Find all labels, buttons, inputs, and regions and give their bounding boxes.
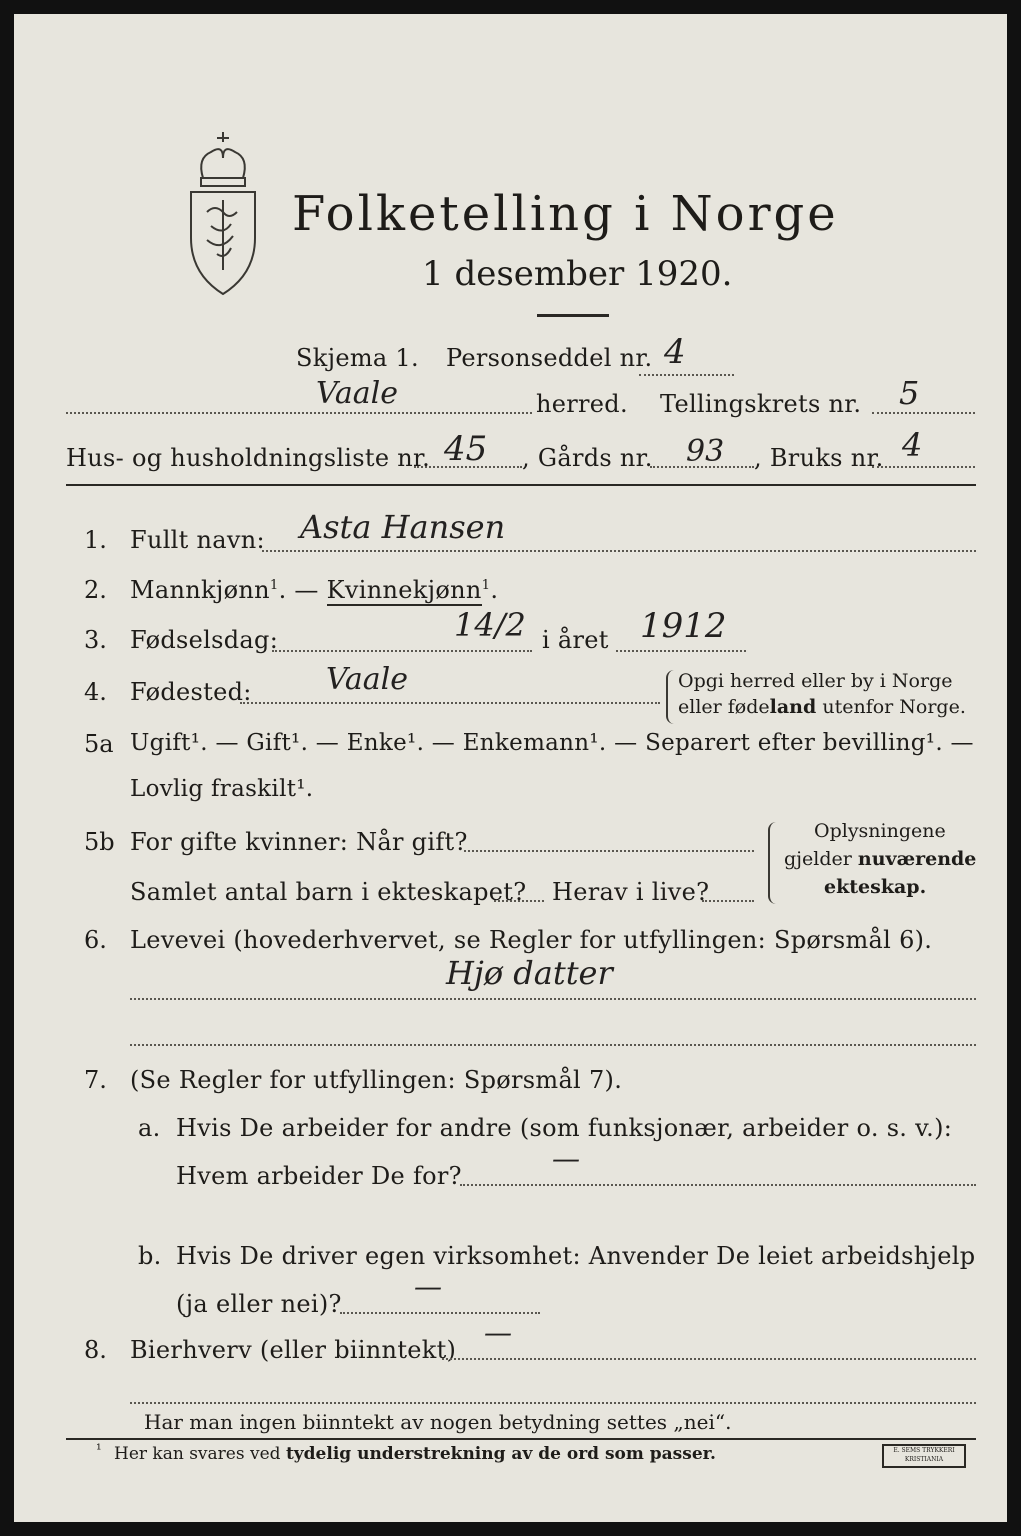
marriage-note-line3: ekteskap.: [824, 876, 927, 898]
hired-help-line: [340, 1312, 540, 1314]
married-when-label: For gifte kvinner: Når gift?: [130, 828, 468, 856]
marriage-note-line1: Oplysningene: [814, 820, 946, 842]
side-income-value: —: [484, 1316, 512, 1349]
marriage-note-line2: [784, 848, 976, 870]
children-alive-line: [702, 900, 754, 902]
birthday-label: Fødselsdag:: [130, 626, 279, 654]
personseddel-label: Personseddel nr.: [446, 344, 653, 372]
children-total-label: Samlet antal barn i ekteskapet?: [130, 878, 527, 906]
printer-stamp: E. SEMS TRYKKERI KRISTIANIA: [882, 1444, 966, 1468]
birthplace-note-brace: [666, 670, 676, 724]
employer-line: [460, 1184, 976, 1186]
birthplace-note-line2: [678, 696, 966, 718]
husliste-label: Hus- og husholdningsliste nr.: [66, 444, 431, 472]
q3-number: 3.: [84, 626, 107, 654]
q5a-number: 5a: [84, 730, 114, 758]
sex-end: .: [490, 576, 499, 604]
full-name-label: Fullt navn:: [130, 526, 265, 554]
tellingskrets-label: Tellingskrets nr.: [660, 390, 862, 418]
sex-options: Mannkjønn$^1$. — Kvinnekjønn$^1$.: [130, 576, 499, 604]
hired-help-value: —: [414, 1270, 442, 1303]
hired-help-label: (ja eller nei)?: [176, 1290, 342, 1318]
birthday-value: 14/2: [454, 606, 526, 644]
q7-label: (Se Regler for utfyllingen: Spørsmål 7).: [130, 1066, 623, 1094]
employer-value: —: [552, 1142, 580, 1175]
q7b-letter: b.: [138, 1242, 162, 1270]
herred-label: herred.: [536, 390, 628, 418]
census-form-sheet: [14, 14, 1007, 1522]
full-name-line: [262, 550, 976, 552]
q7a-letter: a.: [138, 1114, 161, 1142]
husliste-value: 45: [444, 429, 488, 469]
q8-number: 8.: [84, 1336, 107, 1364]
form-title: Folketelling i Norge: [292, 186, 839, 242]
schema-label: Skjema 1.: [296, 344, 419, 372]
title-divider: [537, 314, 609, 317]
birthplace-note-line1: Opgi herred eller by i Norge: [678, 670, 953, 692]
norway-coat-of-arms-icon: [177, 130, 269, 300]
q7a-question: Hvis De arbeider for andre (som funksjonær, arbeider o. s. v.):: [176, 1114, 953, 1142]
herred-value: Vaale: [316, 376, 399, 411]
personseddel-value: 4: [664, 332, 686, 372]
marriage-note-brace: [768, 822, 778, 904]
footnote-bold: tydelig understrekning av de ord som passer.: [285, 1444, 716, 1464]
no-income-note: Har man ingen biinntekt av nogen betydning settes „nei“.: [144, 1410, 732, 1434]
birthday-line: [272, 650, 532, 652]
footnote-plain: Her kan svares ved: [114, 1444, 286, 1464]
herred-line: [66, 412, 532, 414]
occupation-line-2: [130, 1044, 976, 1046]
q7-number: 7.: [84, 1066, 107, 1094]
q1-number: 1.: [84, 526, 107, 554]
tellingskrets-value: 5: [899, 374, 920, 412]
marital-status-divorced: Lovlig fraskilt¹.: [130, 776, 314, 802]
birthplace-line: [240, 702, 660, 704]
birthplace-label: Fødested:: [130, 678, 252, 706]
employer-label: Hvem arbeider De for?: [176, 1162, 462, 1190]
gards-label: , Gårds nr.: [522, 444, 653, 472]
children-total-line: [494, 900, 544, 902]
year-label: i året: [542, 626, 609, 654]
note-text-end: utenfor Norge.: [816, 696, 966, 718]
note-text: eller føde: [678, 696, 770, 718]
footer-rule: [66, 1438, 976, 1440]
q2-number: 2.: [84, 576, 107, 604]
full-name-value: Asta Hansen: [300, 508, 506, 546]
bruks-value: 4: [902, 426, 923, 464]
note-bold: land: [769, 696, 817, 718]
children-alive-label: Herav i live?: [552, 878, 710, 906]
occupation-label: Levevei (hovederhvervet, se Regler for utfyllingen: Spørsmål 6).: [130, 926, 933, 954]
side-income-line-2: [130, 1402, 976, 1404]
side-income-label: Bierhverv (eller biinntekt): [130, 1336, 457, 1364]
bruks-line: [872, 466, 975, 468]
occupation-value: Hjø datter: [446, 954, 613, 992]
header-rule: [66, 484, 976, 486]
note-bold: nuværende: [857, 848, 977, 870]
note-text: gjelder: [784, 848, 858, 870]
gards-value: 93: [686, 434, 725, 469]
male-option: Mannkjønn: [130, 576, 270, 604]
birthplace-value: Vaale: [326, 662, 409, 697]
sex-separator: . —: [278, 576, 319, 604]
footnote-mark: ¹: [96, 1442, 102, 1458]
q7b-question: Hvis De driver egen virksomhet: Anvender De leiet arbeidshjelp: [176, 1242, 976, 1270]
footnote-text: [114, 1444, 716, 1464]
bruks-label: , Bruks nr.: [754, 444, 884, 472]
q6-number: 6.: [84, 926, 107, 954]
tellingskrets-line: [872, 412, 975, 414]
female-option: Kvinnekjønn: [326, 576, 482, 604]
q5b-number: 5b: [84, 828, 115, 856]
side-income-line: [442, 1358, 976, 1360]
form-date: 1 desember 1920.: [422, 254, 733, 294]
year-line: [616, 650, 746, 652]
personseddel-line: [639, 374, 734, 376]
married-when-line: [464, 850, 754, 852]
q4-number: 4.: [84, 678, 107, 706]
marital-status-options: Ugift¹. — Gift¹. — Enke¹. — Enkemann¹. — Separert efter bevilling¹. —: [130, 730, 974, 756]
occupation-line-1: [130, 998, 976, 1000]
year-value: 1912: [640, 606, 727, 646]
